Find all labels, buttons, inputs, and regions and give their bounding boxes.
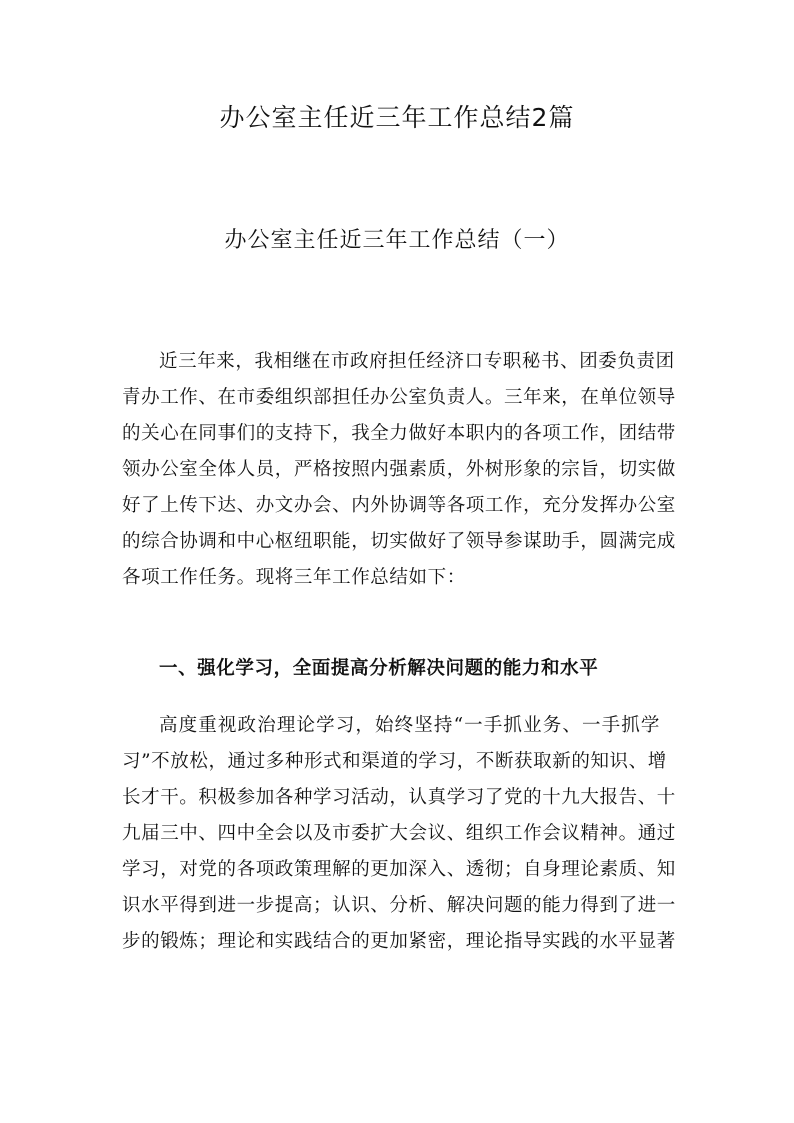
intro-line: 青办工作、在市委组织部担任办公室负责人。三年来，在单位领导 [122, 387, 676, 408]
section1-paragraph [122, 708, 676, 960]
section-heading: 一、强化学习，全面提高分析解决问题的能力和水平 [159, 658, 599, 679]
intro-line: 近三年来，我相继在市政府担任经济口专职秘书、团委负责团 [159, 351, 675, 372]
intro-line: 好了上传下达、办文办会、内外协调等各项工作，充分发挥办公室 [122, 495, 676, 516]
section1-line: 学习，对党的各项政策理解的更加深入、透彻；自身理论素质、知 [122, 859, 676, 880]
section1-line: 长才干。积极参加各种学习活动，认真学习了党的十九大报告、十 [122, 787, 676, 808]
intro-line: 的综合协调和中心枢纽职能，切实做好了领导参谋助手，圆满完成 [122, 531, 676, 552]
document-title: 办公室主任近三年工作总结2篇 [219, 103, 575, 132]
section1-line: 习”不放松，通过多种形式和渠道的学习，不断获取新的知识、增 [122, 751, 667, 772]
section1-line: 九届三中、四中全会以及市委扩大会议、组织工作会议精神。通过 [122, 823, 676, 844]
section1-line: 识水平得到进一步提高；认识、分析、解决问题的能力得到了进一 [122, 895, 676, 916]
document-subtitle: 办公室主任近三年工作总结（一） [224, 228, 570, 253]
intro-paragraph [122, 344, 676, 596]
section1-line: 步的锻炼；理论和实践结合的更加紧密，理论指导实践的水平显著 [122, 931, 676, 952]
section1-line: 高度重视政治理论学习，始终坚持“一手抓业务、一手抓学 [159, 715, 660, 736]
intro-line: 各项工作任务。现将三年工作总结如下： [122, 567, 466, 588]
intro-line: 领办公室全体人员，严格按照内强素质，外树形象的宗旨，切实做 [122, 459, 676, 480]
intro-line: 的关心在同事们的支持下，我全力做好本职内的各项工作，团结带 [122, 423, 676, 444]
